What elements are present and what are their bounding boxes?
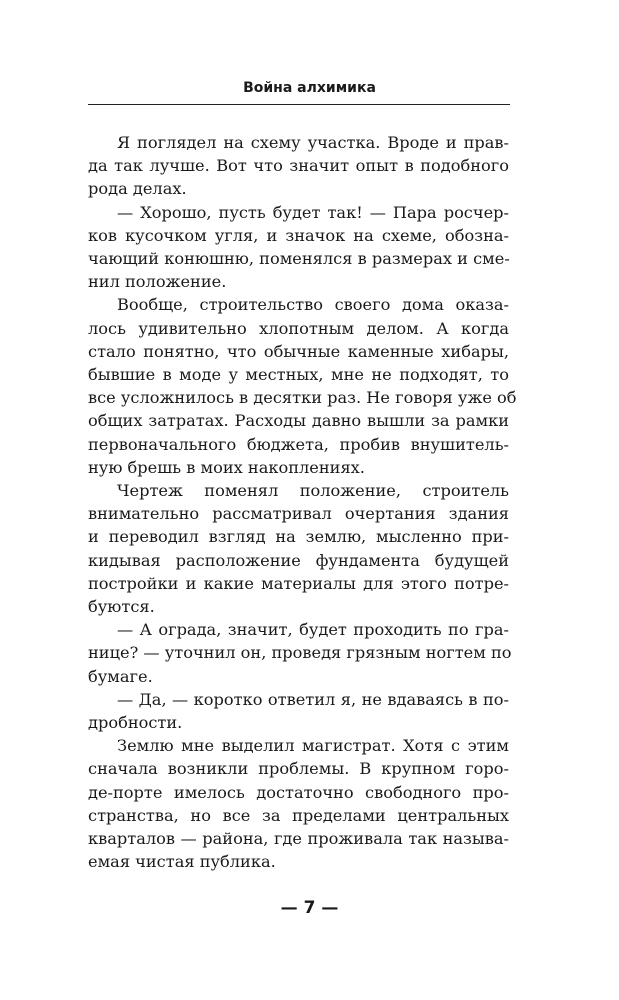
text-line: и переводил взгляд на землю, мысленно при- bbox=[88, 527, 509, 547]
text-line: да так лучше. Вот что значит опыт в подобного bbox=[88, 156, 509, 176]
text-line: бывшие в моде у местных, мне не подходят, то bbox=[88, 365, 509, 385]
text-line: бумаге. bbox=[88, 666, 153, 686]
text-line: стало понятно, что обычные каменные хибары, bbox=[88, 341, 509, 361]
text-line: Я поглядел на схему участка. Вроде и прав- bbox=[117, 133, 509, 152]
text-line: странства, но все за пределами центральных bbox=[88, 805, 509, 825]
text-line: постройки и какие материалы для этого потре- bbox=[88, 573, 509, 593]
text-line: нице? — уточнил он, проведя грязным ногтем по bbox=[88, 643, 512, 663]
running-head: Война алхимика bbox=[243, 80, 376, 96]
page-number: — 7 — bbox=[280, 898, 339, 918]
text-line: де-порте имелось достаточно свободного про- bbox=[88, 782, 509, 802]
text-line: кварталов — района, где проживала так называ- bbox=[88, 829, 509, 849]
text-line: общих затратах. Расходы давно вышли за рамки bbox=[88, 411, 509, 431]
text-line: Вообще, строительство своего дома оказа- bbox=[117, 295, 509, 315]
body-text bbox=[88, 131, 517, 874]
text-line: сначала возникли проблемы. В крупном горо- bbox=[88, 759, 509, 779]
text-line: ков кусочком угля, и значок на схеме, обозна- bbox=[88, 225, 509, 245]
text-line: буются. bbox=[88, 597, 155, 617]
text-line: дробности. bbox=[88, 713, 183, 733]
text-line: рода делах. bbox=[88, 179, 187, 199]
text-line: чающий конюшню, поменялся в размерах и сме- bbox=[88, 249, 510, 269]
text-line: нил положение. bbox=[88, 272, 227, 292]
text-line: емая чистая публика. bbox=[88, 852, 276, 872]
header-rule bbox=[88, 104, 510, 105]
text-line: внимательно рассматривал очертания здания bbox=[88, 504, 509, 524]
text-line: Чертеж поменял положение, строитель bbox=[117, 481, 509, 501]
text-line: — А ограда, значит, будет проходить по гра- bbox=[117, 620, 509, 640]
text-line: все усложнилось в десятки раз. Не говоря уже об bbox=[88, 388, 517, 408]
text-line: первоначального бюджета, пробив внушитель- bbox=[88, 434, 509, 454]
text-line: Землю мне выделил магистрат. Хотя с этим bbox=[117, 736, 509, 756]
text-line: лось удивительно хлопотным делом. А когда bbox=[88, 318, 509, 338]
text-line: ную брешь в моих накоплениях. bbox=[88, 457, 365, 477]
text-line: кидывая расположение фундамента будущей bbox=[88, 550, 509, 570]
text-line: — Хорошо, пусть будет так! — Пара росчер- bbox=[117, 202, 509, 222]
text-line: — Да, — коротко ответил я, не вдаваясь в по- bbox=[117, 689, 509, 709]
